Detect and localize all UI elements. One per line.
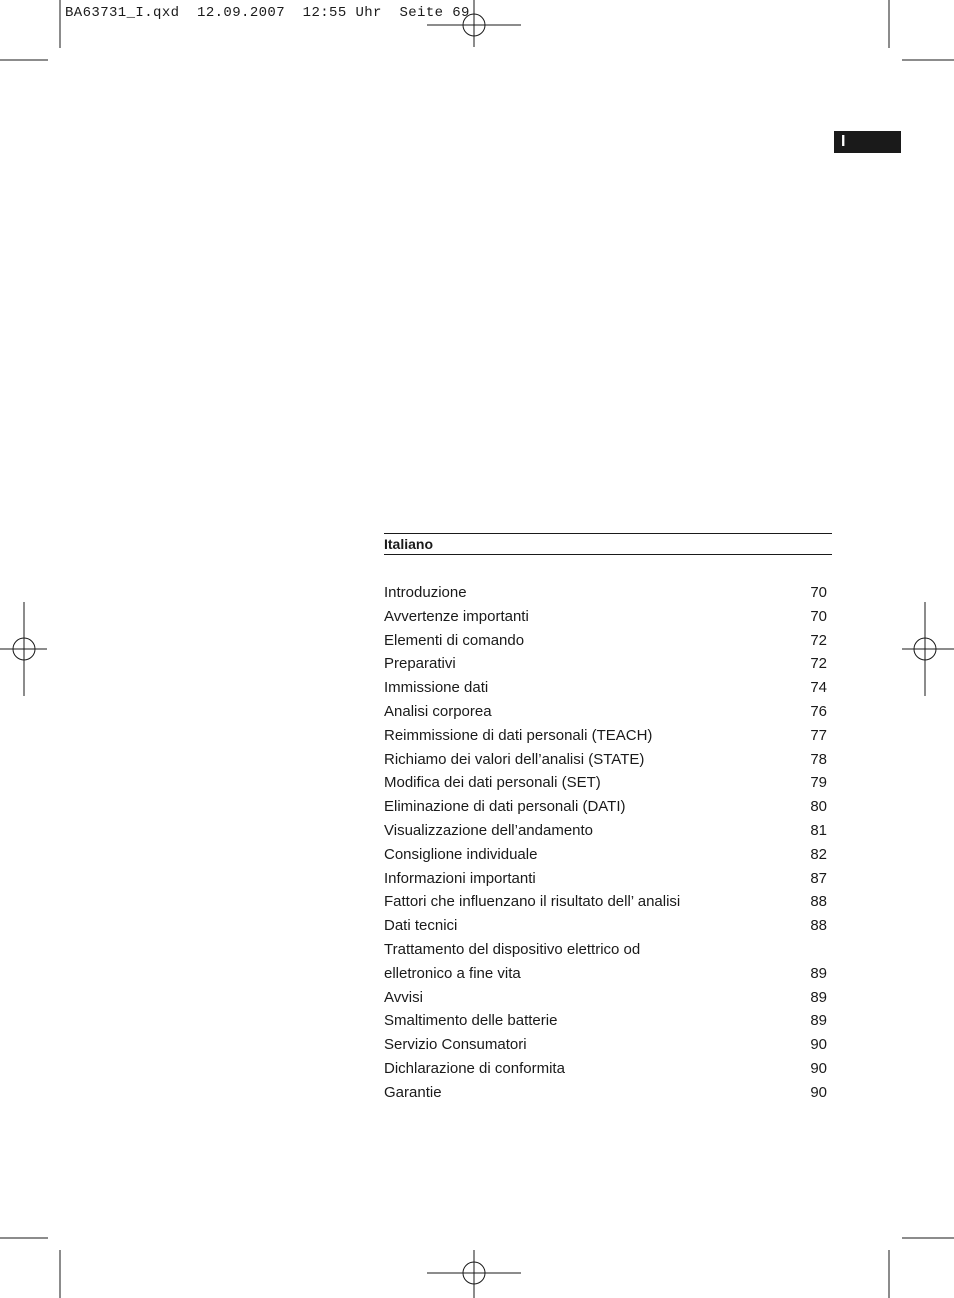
toc-entry-page: 88 [810, 893, 827, 911]
toc-entry [384, 962, 832, 986]
toc-entry [384, 914, 832, 938]
toc-entry-title: Reimmissione di dati personali (TEACH) [384, 726, 653, 744]
toc-entry-page: 89 [810, 988, 827, 1006]
toc-entry-page: 81 [810, 821, 827, 839]
toc-entry [384, 867, 832, 891]
toc-entry-page: 79 [810, 774, 827, 792]
toc-entry-page: 76 [810, 702, 827, 720]
language-tab: I [834, 131, 901, 153]
toc-entry-page: 72 [810, 655, 827, 673]
toc-entry-page: 90 [810, 1083, 827, 1101]
registration-mark-right [902, 602, 954, 696]
toc-entry [384, 771, 832, 795]
toc-entry-title: Eliminazione di dati personali (DATI) [384, 798, 626, 816]
toc-entry-title: Preparativi [384, 655, 456, 673]
toc-entry-title: Avvertenze importanti [384, 607, 529, 625]
toc-entry-title: Servizio Consumatori [384, 1036, 527, 1054]
toc-entry [384, 724, 832, 748]
toc-entry [384, 605, 832, 629]
toc-entry-title: Analisi corporea [384, 702, 492, 720]
toc-entry-title: Trattamento del dispositivo elettrico od [384, 940, 641, 958]
toc-entry-page [827, 938, 832, 962]
toc-entry-title: Visualizzazione dell’andamento [384, 821, 594, 839]
toc-entry-page: 70 [810, 607, 827, 625]
toc-entry-title: Modifica dei dati personali (SET) [384, 774, 601, 792]
toc-entry [384, 1057, 832, 1081]
registration-mark-left [0, 602, 47, 696]
toc-entry-page: 90 [810, 1059, 827, 1077]
toc-entry-page: 82 [810, 845, 827, 863]
toc-entry-title: Consiglione individuale [384, 845, 538, 863]
toc-entry-page: 87 [810, 869, 827, 887]
toc-entry-title: Avvisi [384, 988, 423, 1006]
toc-entry-page: 89 [810, 1012, 827, 1030]
toc-entry-page: 89 [810, 964, 827, 982]
toc-entry-title: elletronico a fine vita [384, 964, 521, 982]
registration-mark-bottom [427, 1250, 521, 1298]
toc-entry-title: Smaltimento delle batterie [384, 1012, 558, 1030]
toc-entry-page: 80 [810, 798, 827, 816]
toc-entry-title: Elementi di comando [384, 631, 525, 649]
toc-entry [384, 629, 832, 653]
toc-entry [384, 581, 832, 605]
toc-entry [384, 890, 832, 914]
toc-entry [384, 1033, 832, 1057]
toc-entry [384, 652, 832, 676]
toc-entry [384, 676, 832, 700]
toc-entry-title: Richiamo dei valori dell’analisi (STATE) [384, 750, 645, 768]
toc-entry-page: 70 [810, 584, 827, 601]
toc-entry-title: Informazioni importanti [384, 869, 536, 887]
toc-entry-title: Dichlarazione di conformita [384, 1059, 565, 1077]
toc-entry-title: Introduzione [384, 584, 467, 601]
table-of-contents [384, 533, 832, 1105]
toc-entry-page: 74 [810, 679, 827, 697]
toc-entry-page: 72 [810, 631, 827, 649]
toc-entry [384, 938, 832, 962]
toc-entry-title: Immissione dati [384, 679, 489, 697]
toc-entry [384, 1009, 832, 1033]
toc-entry-page: 77 [810, 726, 827, 744]
toc-entry [384, 795, 832, 819]
toc-entry-title: Garantie [384, 1083, 442, 1101]
toc-entry [384, 700, 832, 724]
toc-entry-title: Fattori che influenzano il risultato dell’ analisi [384, 893, 681, 911]
toc-entry [384, 819, 832, 843]
toc-entry [384, 1081, 832, 1105]
toc-list [384, 581, 832, 1105]
toc-entry [384, 748, 832, 772]
toc-entry [384, 986, 832, 1010]
print-slug: BA63731_I.qxd 12.09.2007 12:55 Uhr Seite 69 [65, 5, 470, 21]
toc-heading: Italiano [384, 533, 832, 555]
toc-entry-page: 78 [810, 750, 827, 768]
toc-entry-page: 88 [810, 917, 827, 935]
toc-entry-title: Dati tecnici [384, 917, 458, 935]
toc-entry-page: 90 [810, 1036, 827, 1054]
toc-entry [384, 843, 832, 867]
